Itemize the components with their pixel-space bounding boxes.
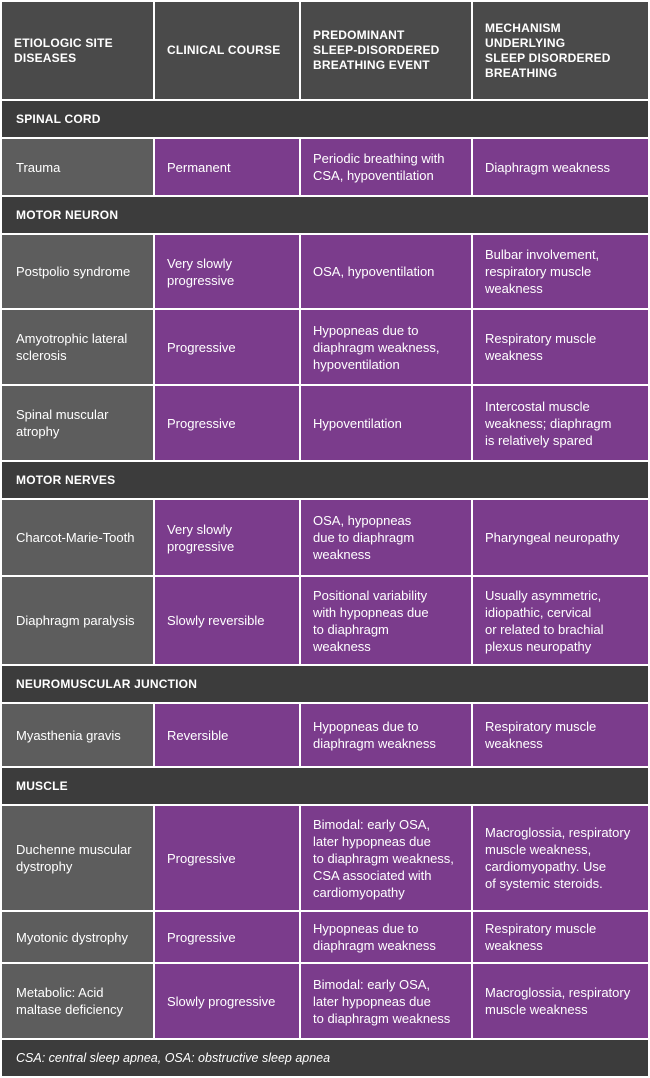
event-cell: Periodic breathing with CSA, hypoventilation (301, 139, 473, 195)
event-cell: Bimodal: early OSA, later hypopneas due to diaphragm weakness, CSA associated with cardiomyopathy (301, 806, 473, 910)
disease-cell: Diaphragm paralysis (2, 577, 155, 664)
event-cell: Hypopneas due to diaphragm weakness (301, 704, 473, 766)
mechanism-cell: Respiratory muscle weakness (473, 310, 648, 384)
table-row (2, 235, 648, 308)
table-row (2, 912, 648, 962)
disease-cell: Trauma (2, 139, 155, 195)
disease-cell: Spinal muscular atrophy (2, 386, 155, 460)
mechanism-cell: Respiratory muscle weakness (473, 704, 648, 766)
course-cell: Very slowly progressive (155, 235, 301, 308)
course-cell: Progressive (155, 310, 301, 384)
disease-cell: Metabolic: Acid maltase deficiency (2, 964, 155, 1038)
disease-cell: Postpolio syndrome (2, 235, 155, 308)
mechanism-cell: Bulbar involvement, respiratory muscle weakness (473, 235, 648, 308)
course-cell: Progressive (155, 912, 301, 962)
course-cell: Very slowly progressive (155, 500, 301, 575)
course-cell: Permanent (155, 139, 301, 195)
table-row (2, 386, 648, 460)
section-muscle: MUSCLE (2, 768, 648, 804)
mechanism-cell: Respiratory muscle weakness (473, 912, 648, 962)
table-header (2, 2, 648, 99)
event-cell: OSA, hypopneas due to diaphragm weakness (301, 500, 473, 575)
table-row (2, 806, 648, 910)
table-footnote: CSA: central sleep apnea, OSA: obstructive sleep apnea (2, 1040, 648, 1076)
disease-cell: Duchenne muscular dystrophy (2, 806, 155, 910)
section-spinal-cord: SPINAL CORD (2, 101, 648, 137)
disease-cell: Charcot-Marie-Tooth (2, 500, 155, 575)
event-cell: OSA, hypoventilation (301, 235, 473, 308)
table-row (2, 964, 648, 1038)
disease-cell: Myasthenia gravis (2, 704, 155, 766)
header-mechanism: MECHANISM UNDERLYING SLEEP DISORDERED BREATHING (473, 2, 648, 99)
course-cell: Slowly progressive (155, 964, 301, 1038)
disease-cell: Amyotrophic lateral sclerosis (2, 310, 155, 384)
section-motor-nerves: MOTOR NERVES (2, 462, 648, 498)
header-breathing-event: PREDOMINANT SLEEP-DISORDERED BREATHING EVENT (301, 2, 473, 99)
table-row (2, 704, 648, 766)
mechanism-cell: Diaphragm weakness (473, 139, 648, 195)
mechanism-cell: Macroglossia, respiratory muscle weakness, cardiomyopathy. Use of systemic steroids. (473, 806, 648, 910)
event-cell: Bimodal: early OSA, later hypopneas due to diaphragm weakness (301, 964, 473, 1038)
mechanism-cell: Usually asymmetric, idiopathic, cervical or related to brachial plexus neuropathy (473, 577, 648, 664)
table-row (2, 310, 648, 384)
event-cell: Hypopneas due to diaphragm weakness, hypoventilation (301, 310, 473, 384)
course-cell: Progressive (155, 806, 301, 910)
section-motor-neuron: MOTOR NEURON (2, 197, 648, 233)
table-row (2, 577, 648, 664)
mechanism-cell: Intercostal muscle weakness; diaphragm is relatively spared (473, 386, 648, 460)
table-row (2, 500, 648, 575)
header-clinical-course: CLINICAL COURSE (155, 2, 301, 99)
header-etiologic-site: ETIOLOGIC SITE DISEASES (2, 2, 155, 99)
course-cell: Reversible (155, 704, 301, 766)
event-cell: Hypopneas due to diaphragm weakness (301, 912, 473, 962)
mechanism-cell: Pharyngeal neuropathy (473, 500, 648, 575)
event-cell: Positional variability with hypopneas due to diaphragm weakness (301, 577, 473, 664)
event-cell: Hypoventilation (301, 386, 473, 460)
section-neuromuscular-junction: NEUROMUSCULAR JUNCTION (2, 666, 648, 702)
disease-cell: Myotonic dystrophy (2, 912, 155, 962)
table-row (2, 139, 648, 195)
course-cell: Progressive (155, 386, 301, 460)
course-cell: Slowly reversible (155, 577, 301, 664)
mechanism-cell: Macroglossia, respiratory muscle weakness (473, 964, 648, 1038)
